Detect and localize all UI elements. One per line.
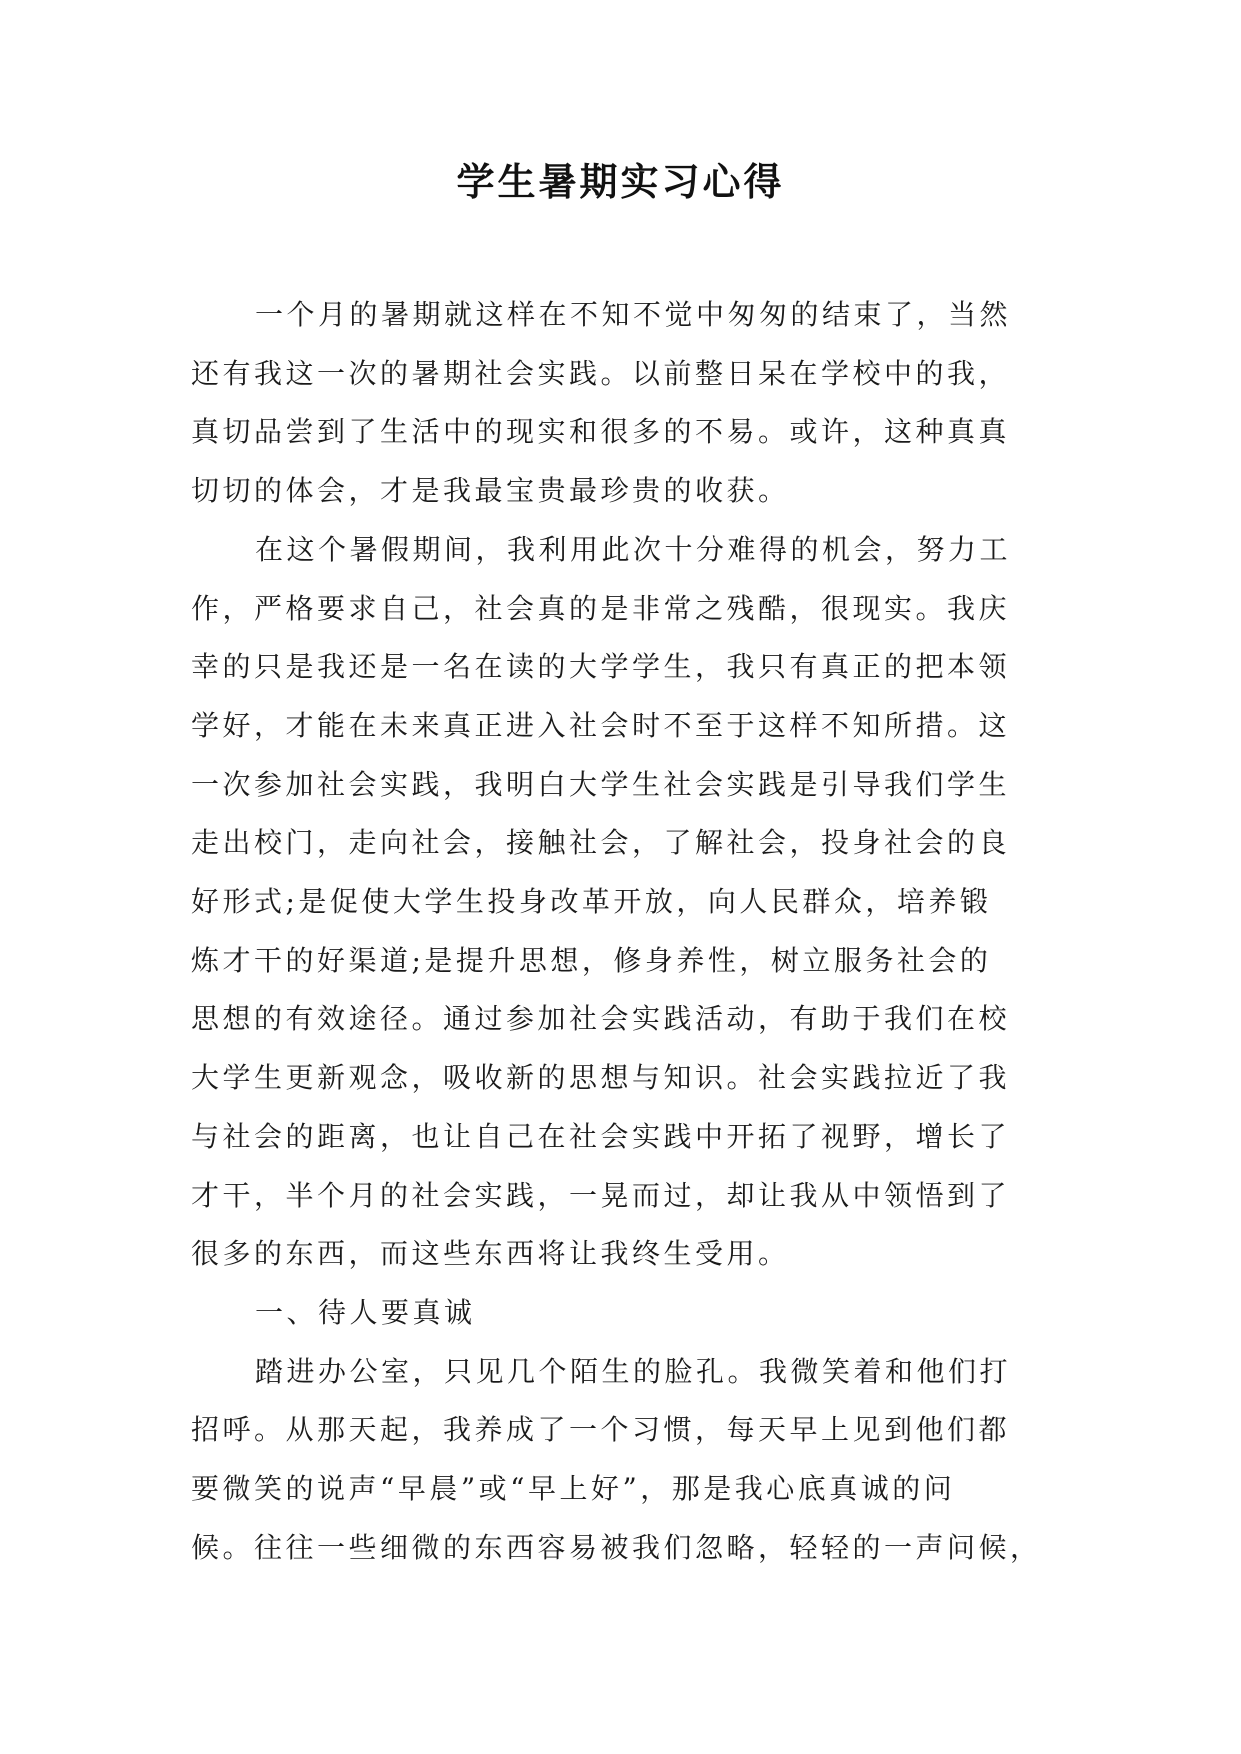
paragraph-line: 与社会的距离，也让自己在社会实践中开拓了视野，增长了: [191, 1119, 1011, 1153]
paragraph-office: [191, 1343, 1051, 1578]
paragraph-line: 才干，半个月的社会实践，一晃而过，却让我从中领悟到了: [191, 1178, 1011, 1212]
paragraph-line: 还有我这一次的暑期社会实践。以前整日呆在学校中的我，: [191, 356, 1011, 390]
paragraph-intro: [191, 286, 1051, 521]
paragraph-summer-practice: [191, 521, 1051, 1284]
paragraph-line: 思想的有效途径。通过参加社会实践活动，有助于我们在校: [191, 1002, 1011, 1036]
paragraph-line: 真切品尝到了生活中的现实和很多的不易。或许，这种真真: [191, 415, 1011, 449]
document-title: 学生暑期实习心得: [456, 159, 785, 204]
section-heading: 一、待人要真诚: [255, 1295, 476, 1329]
paragraph-line: 炼才干的好渠道;是提升思想，修身养性，树立服务社会的: [191, 943, 992, 977]
paragraph-line: 一个月的暑期就这样在不知不觉中匆匆的结束了，当然: [255, 298, 1012, 331]
paragraph-line: 要微笑的说声“早晨”或“早上好”，那是我心底真诚的问: [191, 1472, 956, 1506]
paragraph-line: 大学生更新观念，吸收新的思想与知识。社会实践拉近了我: [191, 1061, 1011, 1095]
paragraph-line: 在这个暑假期间，我利用此次十分难得的机会，努力工: [255, 532, 1012, 566]
paragraph-line: 一次参加社会实践，我明白大学生社会实践是引导我们学生: [191, 767, 1011, 801]
paragraph-line: 踏进办公室，只见几个陌生的脸孔。我微笑着和他们打: [255, 1354, 1012, 1388]
paragraph-line: 候。往往一些细微的东西容易被我们忽略，轻轻的一声问候，: [191, 1530, 1042, 1564]
paragraph-line: 很多的东西，而这些东西将让我终生受用。: [191, 1237, 790, 1271]
paragraph-line: 走出校门，走向社会，接触社会，了解社会，投身社会的良: [191, 826, 1011, 860]
paragraph-line: 切切的体会，才是我最宝贵最珍贵的收获。: [191, 474, 790, 508]
paragraph-line: 好形式;是促使大学生投身改革开放，向人民群众，培养锻: [191, 885, 992, 919]
document-body: [191, 286, 1051, 1577]
paragraph-line: 幸的只是我还是一名在读的大学学生，我只有真正的把本领: [191, 650, 1011, 684]
paragraph-line: 学好，才能在未来真正进入社会时不至于这样不知所措。这: [191, 708, 1011, 742]
paragraph-line: 作，严格要求自己，社会真的是非常之残酷，很现实。我庆: [191, 591, 1011, 625]
paragraph-line: 招呼。从那天起，我养成了一个习惯，每天早上见到他们都: [191, 1413, 1011, 1447]
